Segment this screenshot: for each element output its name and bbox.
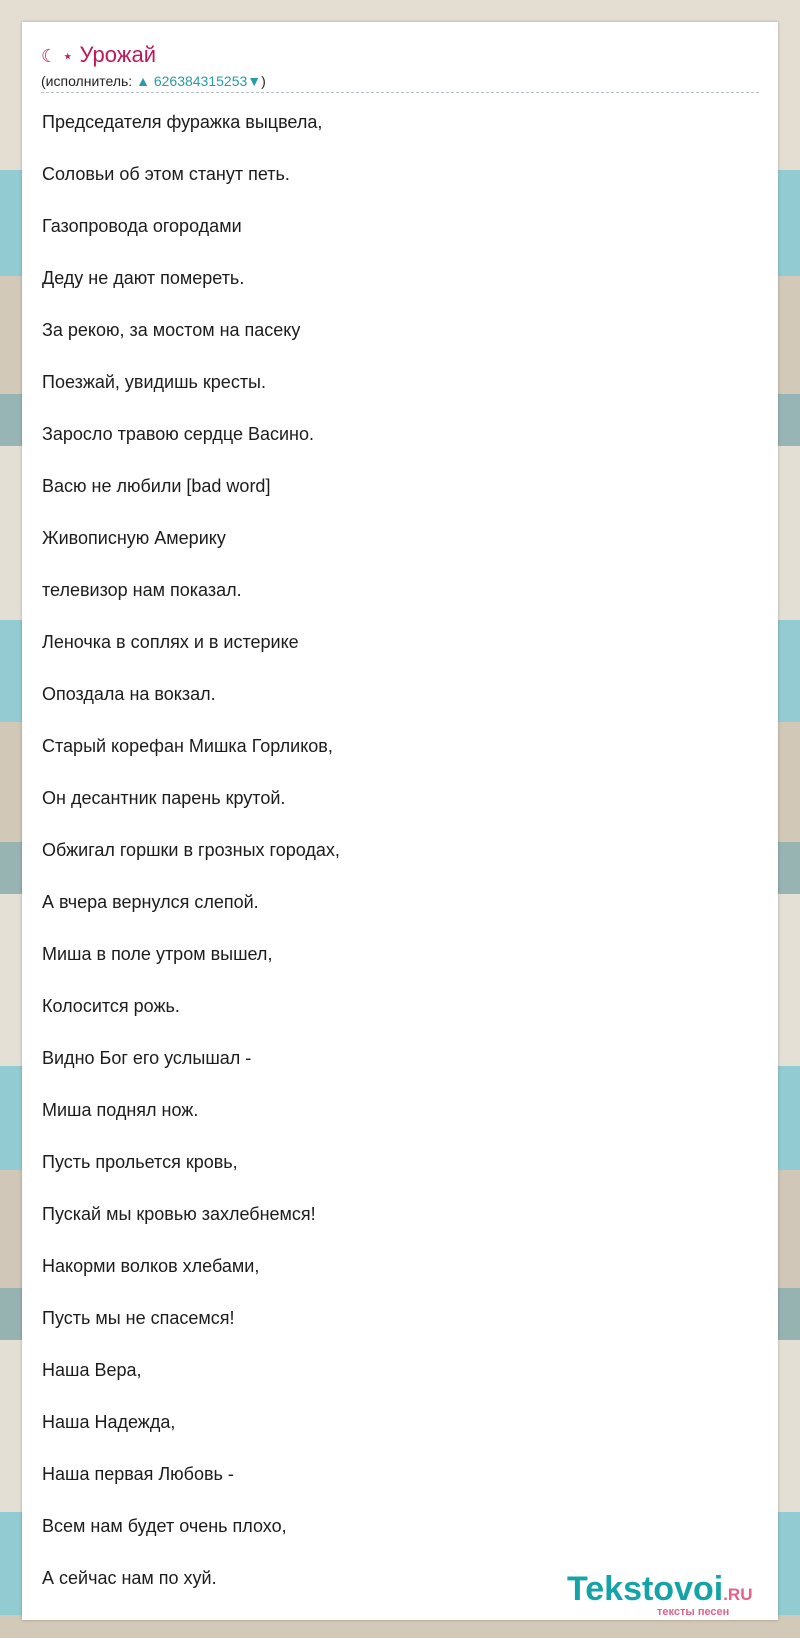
logo-tld: .RU (723, 1585, 753, 1604)
lyric-line: Пусть прольется кровь, (42, 1152, 238, 1172)
site-logo[interactable] (567, 1570, 767, 1618)
lyric-line: Опоздала на вокзал. (42, 684, 216, 704)
logo-wordmark (567, 1570, 752, 1609)
lyric-line: Поезжай, увидишь кресты. (42, 372, 266, 392)
moon-star-icon: ☾ ⋆ (41, 46, 74, 66)
lyric-line: Наша первая Любовь - (42, 1464, 234, 1484)
lyric-line: Наша Надежда, (42, 1412, 176, 1432)
performer-suffix: ) (261, 73, 266, 89)
lyric-line: Соловьи об этом станут петь. (42, 164, 290, 184)
vote-down-icon[interactable]: ▼ (247, 73, 262, 89)
lyric-line: За рекою, за мостом на пасеку (42, 320, 301, 340)
lyric-line: Пускай мы кровью захлебнемся! (42, 1204, 316, 1224)
logo-tagline: тексты песен (657, 1606, 730, 1618)
lyrics-card (22, 22, 778, 1620)
lyric-line: А вчера вернулся слепой. (42, 892, 259, 912)
song-title-text: Урожай (79, 42, 156, 67)
lyric-line: Всем нам будет очень плохо, (42, 1516, 287, 1536)
lyric-line: Он десантник парень крутой. (42, 788, 286, 808)
performer-link[interactable]: 626384315253 (153, 73, 248, 89)
logo-word: Tekstovoi (567, 1570, 724, 1608)
lyric-line: Пусть мы не спасемся! (42, 1308, 235, 1328)
lyric-line: Миша в поле утром вышел, (42, 944, 273, 964)
lyric-line: Миша поднял нож. (42, 1100, 199, 1120)
lyric-line: Леночка в соплях и в истерике (42, 632, 299, 652)
lyric-line: Видно Бог его услышал - (42, 1048, 252, 1068)
lyric-line: Деду не дают помереть. (42, 268, 245, 288)
performer-prefix: (исполнитель: (41, 73, 137, 89)
lyric-line: Накорми волков хлебами, (42, 1256, 260, 1276)
lyric-line: Старый корефан Мишка Горликов, (42, 736, 333, 756)
lyric-line: Заросло травою сердце Васино. (42, 424, 315, 444)
lyric-line: Обжигал горшки в грозных городах, (42, 840, 340, 860)
lyric-line: А сейчас нам по хуй. (42, 1568, 217, 1588)
header-divider (41, 92, 759, 93)
lyrics-list (42, 102, 742, 1610)
lyric-line: Председателя фуражка выцвела, (42, 112, 323, 132)
lyric-line: Колосится рожь. (42, 996, 180, 1016)
vote-up-icon[interactable]: ▲ (136, 73, 150, 89)
lyric-line: Наша Вера, (42, 1360, 142, 1380)
lyric-line: Васю не любили [bad word] (42, 476, 271, 496)
lyric-line: Газопровода огородами (42, 216, 242, 236)
song-title (41, 42, 156, 68)
performer-line (41, 73, 266, 89)
lyric-line: Живописную Америку (42, 528, 226, 548)
lyric-line: телевизор нам показал. (42, 580, 242, 600)
